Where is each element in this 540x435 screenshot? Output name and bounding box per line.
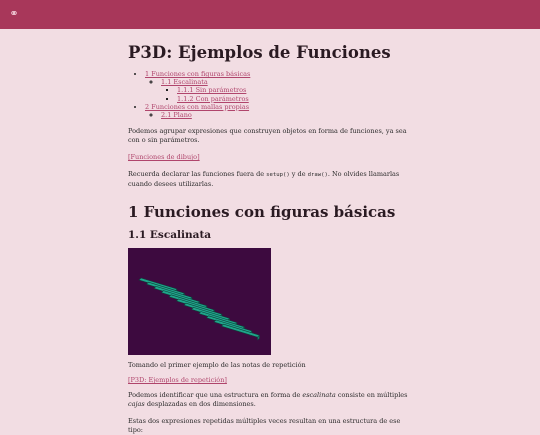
reminder-paragraph	[128, 170, 408, 189]
toc-link-funciones-basicas[interactable]: 1 Funciones con figuras básicas	[145, 70, 251, 78]
table-of-contents	[128, 70, 408, 119]
toc-link-con-parametros[interactable]: 1.1.2 Con parámetros	[177, 94, 249, 103]
code-setup: setup()	[266, 172, 290, 179]
funciones-link-paragraph	[128, 153, 408, 162]
escalinata-text: consiste en múltiples	[335, 391, 408, 400]
last-paragraph: Estas dos expresiones repetidas múltiples veces resultan en una estructura de ese tipo:	[128, 417, 401, 435]
logo-icon[interactable]: ⚭	[9, 7, 19, 20]
caption-paragraph: Tomando el primer ejemplo de las notas de repetición	[128, 361, 306, 370]
ejemplos-repeticion-link[interactable]: [P3D: Ejemplos de repetición]	[128, 376, 227, 385]
subsection-heading: 1.1 Escalinata	[128, 229, 212, 242]
escalinata-paragraph	[128, 391, 408, 409]
escalinata-emphasis: escalinata	[302, 391, 336, 400]
repeticion-link-paragraph	[128, 376, 408, 385]
page-title: P3D: Ejemplos de Funciones	[128, 43, 391, 62]
cajas-emphasis: cajas	[128, 400, 145, 409]
reminder-text: y de	[289, 170, 308, 179]
toc-item	[161, 111, 408, 119]
toc-item	[177, 95, 408, 103]
escalinata-canvas	[128, 248, 271, 355]
toc-link-mallas-propias[interactable]: 2 Funciones con mallas propias	[145, 102, 250, 111]
toc-item	[145, 70, 408, 103]
intro-paragraph: Podemos agrupar expresiones que construyen objetos en forma de funciones, ya sea con o sin parámetros.	[128, 127, 407, 145]
escalinata-text: desplazadas en dos dimensiones.	[144, 400, 256, 409]
escalinata-text: Podemos identificar que una estructura en forma de	[128, 391, 303, 400]
code-draw: draw()	[307, 172, 328, 179]
top-bar	[0, 0, 540, 29]
section-heading: 1 Funciones con figuras básicas	[128, 203, 396, 222]
escalinata-render	[128, 248, 271, 355]
reminder-text: . No olvides llamarlas cuando desees utilizarlas.	[128, 170, 400, 189]
toc-link-plano[interactable]: 2.1 Plano	[161, 111, 192, 120]
main-content	[128, 29, 408, 435]
reminder-text: Recuerda declarar las funciones fuera de	[128, 170, 267, 179]
toc-link-escalinata[interactable]: 1.1 Escalinata	[161, 78, 208, 87]
toc-item	[145, 103, 408, 119]
toc-link-sin-parametros[interactable]: 1.1.1 Sin parámetros	[177, 86, 247, 95]
toc-item	[161, 78, 408, 103]
funciones-de-dibujo-link[interactable]: [Funciones de dibujo]	[128, 153, 200, 162]
toc-item	[177, 86, 408, 94]
